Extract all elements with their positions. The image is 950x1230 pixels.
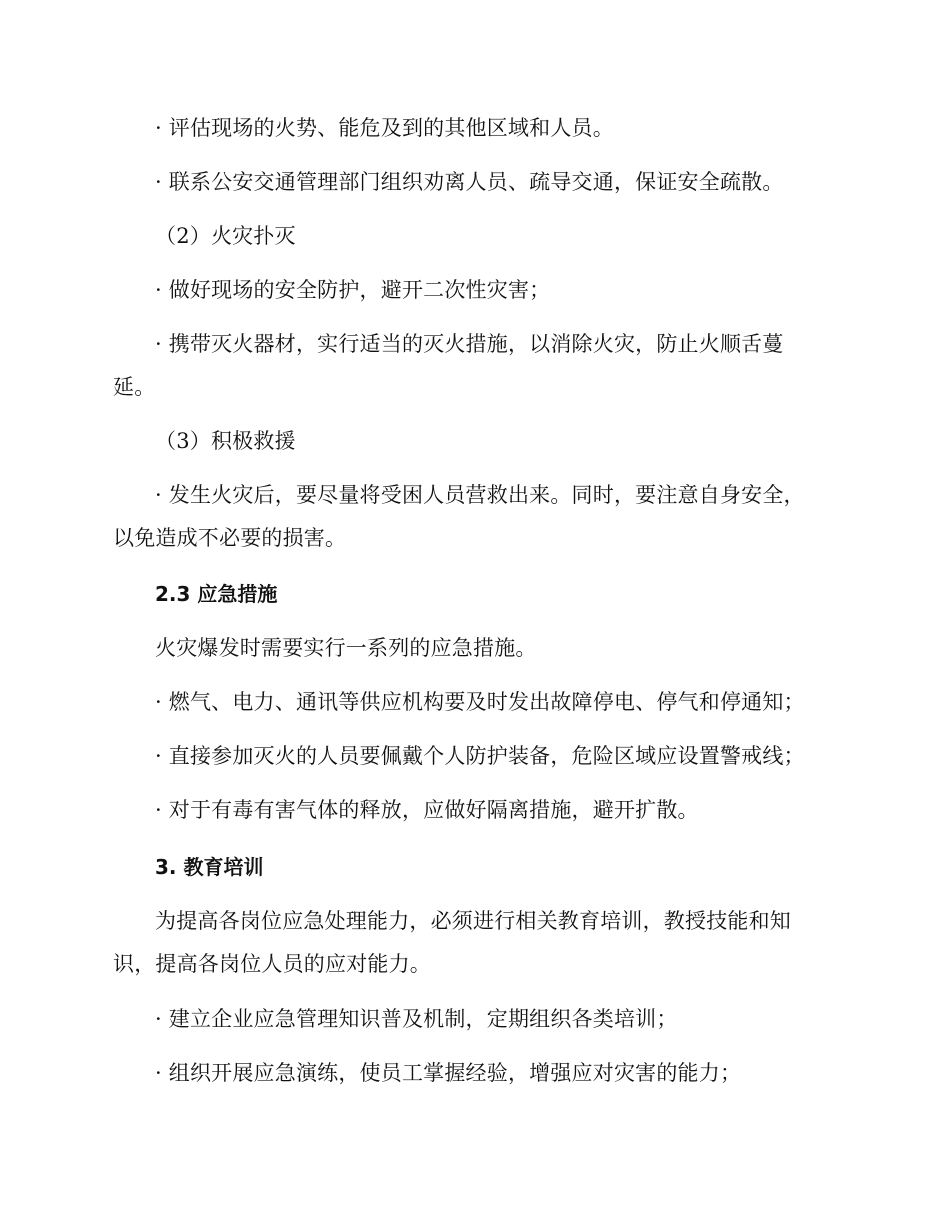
bullet-assess-fire: · 评估现场的火势、能危及到的其他区域和人员。 <box>155 116 614 140</box>
bullet-protective-gear: · 直接参加灭火的人员要佩戴个人防护装备，危险区域应设置警戒线； <box>155 744 805 768</box>
bullet-knowledge-mechanism: · 建立企业应急管理知识普及机制，定期组织各类培训； <box>155 1007 678 1031</box>
subheading-rescue: （3）积极救援 <box>155 429 296 453</box>
paragraph-emergency-intro: 火灾爆发时需要实行一系列的应急措施。 <box>155 636 537 660</box>
bullet-toxic-gas: · 对于有毒有害气体的释放，应做好隔离措施，避开扩散。 <box>155 798 699 822</box>
section-heading-emergency-measures: 2.3 应急措施 <box>155 582 278 606</box>
bullet-carry-equipment: · 携带灭火器材，实行适当的灭火措施，以消除火灾，防止火顺舌蔓延。 <box>113 332 784 399</box>
bullet-safety-protection: · 做好现场的安全防护，避开二次性灾害； <box>155 278 551 302</box>
bullet-contact-police: · 联系公安交通管理部门组织劝离人员、疏导交通，保证安全疏散。 <box>155 170 784 194</box>
bullet-rescue-trapped: · 发生火灾后，要尽量将受困人员营救出来。同时，要注意自身安全，以免造成不必要的损害。 <box>113 483 805 550</box>
subheading-fire-extinguish: （2）火灾扑灭 <box>155 224 296 248</box>
bullet-drills: · 组织开展应急演练，使员工掌握经验，增强应对灾害的能力； <box>155 1061 742 1085</box>
bullet-utility-notice: · 燃气、电力、通讯等供应机构要及时发出故障停电、停气和停通知； <box>155 690 805 714</box>
paragraph-training-intro: 为提高各岗位应急处理能力，必须进行相关教育培训，教授技能和知识，提高各岗位人员的应对能力。 <box>113 909 791 976</box>
section-heading-training: 3. 教育培训 <box>155 855 264 879</box>
